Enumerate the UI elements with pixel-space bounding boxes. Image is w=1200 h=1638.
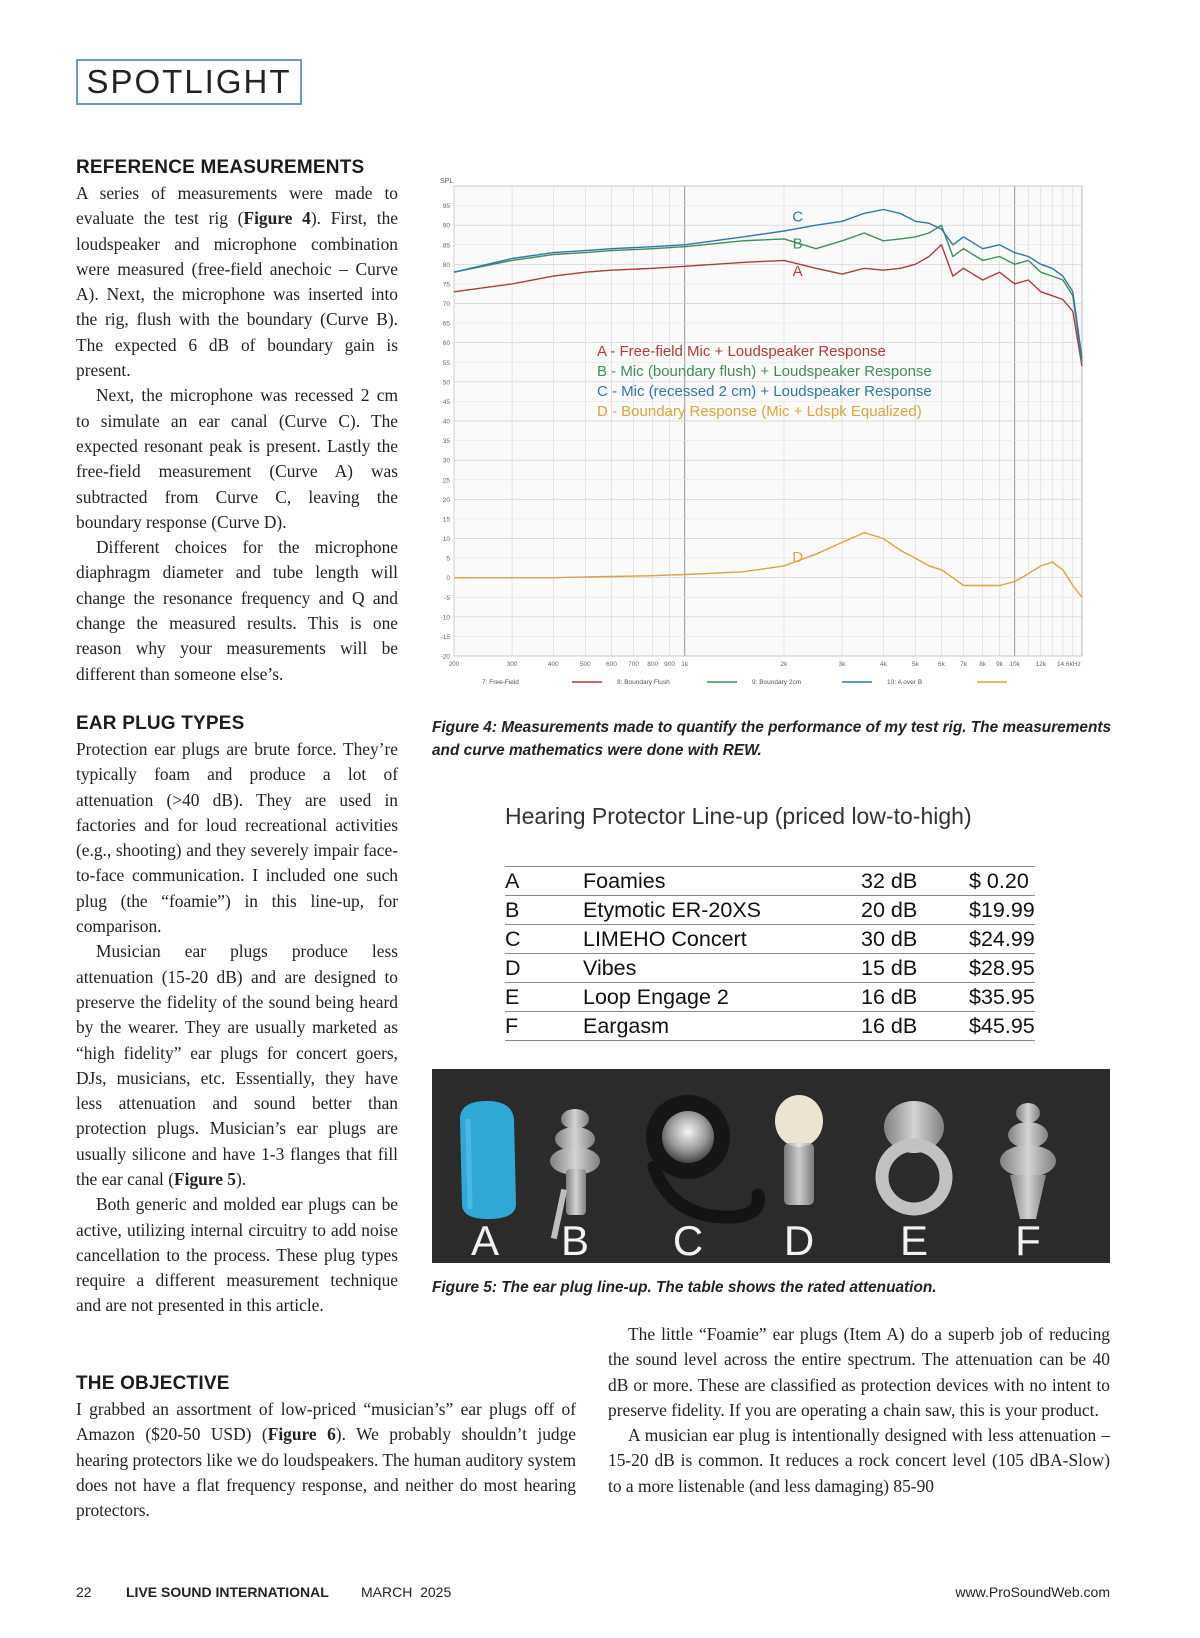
- vibes-plug: [775, 1095, 823, 1205]
- y-tick-label: -20: [440, 653, 450, 661]
- row-name: Etymotic ER-20XS: [583, 896, 861, 925]
- row-id: C: [505, 925, 583, 954]
- y-tick-label: 15: [442, 516, 450, 524]
- row-name: Vibes: [583, 954, 861, 983]
- table-row: [505, 1012, 1035, 1041]
- figure-4-link[interactable]: Figure 4: [243, 208, 311, 229]
- y-tick-label: 5: [446, 555, 450, 563]
- photo-label-c: C: [672, 1217, 704, 1263]
- y-tick-label: -5: [444, 594, 450, 602]
- ear-p2-text-b: ).: [236, 1168, 247, 1189]
- row-id: B: [505, 896, 583, 925]
- loop-plug: [882, 1101, 946, 1209]
- x-tick-label: 12k: [1035, 661, 1047, 668]
- x-tick-label: 300: [506, 661, 518, 668]
- y-tick-label: 60: [442, 340, 450, 348]
- bottom-legend-entry: 7: Free-Field: [482, 679, 519, 686]
- x-tick-label: 600: [606, 661, 617, 668]
- row-attenuation: 16 dB: [861, 1012, 969, 1041]
- objective-text-a: I grabbed an assortment of low-priced “musician’s” ear plugs off of Amazon ($20-50 USD) (: [76, 1399, 576, 1445]
- photo-label-f: F: [1015, 1217, 1041, 1263]
- right-paragraph-1: The little “Foamie” ear plugs (Item A) do a superb job of reducing the sound level across the entire spectrum. The attenuation can be 40 dB or more. These are classified as protection devices with no intent to preserve fidelity. If you are operating a chain saw, this is your product.: [608, 1324, 1110, 1420]
- y-tick-label: 90: [442, 222, 450, 230]
- ear-paragraph-1: Protection ear plugs are brute force. They’re typically foam and produce a lot of attenuation (>40 dB). They are used in factories and for loud recreational activities (e.g., shooting) and they severely impair face-to-face communication. I included one such plug (the “foamie”) in this line-up, for comparison.: [76, 738, 398, 937]
- ref-p1-text-b: ). First, the loudspeaker and microphone combination were measured (free-field anechoic – Curve A). Next, the microphone was inserted into the rig, flush with the boundary (Curve B). The expected 6 dB of boundary gain is present.: [76, 208, 398, 381]
- footer-page-number: 22: [76, 1584, 92, 1600]
- row-price: $45.95: [969, 1012, 1035, 1041]
- y-tick-label: 45: [442, 398, 450, 406]
- bottom-legend-entry: 9: Boundary 2cm: [752, 679, 802, 686]
- right-paragraph-2: A musician ear plug is intentionally designed with less attenuation – 15-20 dB is common. It reduces a rock concert level (105 dBA-Slow) to a more listenable (and less damaging) 85-90: [608, 1425, 1110, 1496]
- x-tick-label: 900: [664, 661, 675, 668]
- photo-label-b: B: [560, 1217, 590, 1263]
- legend-entry-c: C - Mic (recessed 2 cm) + Loudspeaker Response: [597, 383, 932, 400]
- ear-plug-illustration: [432, 1069, 1110, 1263]
- objective-text-b: ). We probably shouldn’t judge hearing protectors like we do loudspeakers. The human auditory system does not have a flat frequency response, and neither do most hearing protectors.: [76, 1424, 577, 1521]
- x-tick-label: 6k: [937, 661, 945, 668]
- y-tick-label: -10: [440, 614, 450, 622]
- table-row: [505, 983, 1035, 1012]
- ear-plug-types-heading: EAR PLUG TYPES: [76, 712, 245, 734]
- x-tick-label: 4k: [879, 661, 887, 668]
- bottom-legend-entry: 8: Boundary Flush: [617, 679, 670, 686]
- footer-publication: LIVE SOUND INTERNATIONAL: [126, 1584, 329, 1600]
- x-tick-label: 10k: [1009, 661, 1020, 668]
- row-price: $ 0.20: [969, 867, 1035, 896]
- y-tick-label: 70: [442, 301, 450, 308]
- row-attenuation: 32 dB: [861, 867, 969, 896]
- y-tick-label: 50: [442, 379, 450, 387]
- footer-url[interactable]: www.ProSoundWeb.com: [955, 1584, 1110, 1600]
- x-tick-label: 400: [547, 661, 559, 668]
- foamie-plug: [460, 1101, 516, 1219]
- hearing-protector-table: [505, 866, 1035, 1041]
- row-price: $35.95: [969, 983, 1035, 1012]
- y-tick-label: 95: [442, 203, 450, 211]
- figure-5-link[interactable]: Figure 5: [174, 1168, 236, 1189]
- limeho-plug: [646, 1095, 758, 1217]
- table-row: [505, 954, 1035, 983]
- figure-6-link[interactable]: Figure 6: [267, 1424, 336, 1445]
- row-name: Loop Engage 2: [583, 983, 861, 1012]
- row-price: $19.99: [969, 896, 1035, 925]
- y-tick-label: 25: [442, 477, 450, 485]
- ref-paragraph-2: Next, the microphone was recessed 2 cm to simulate an ear canal (Curve C). The expected resonant peak is present. Lastly the free-field measurement (Curve A) was subtracted from Curve C, leaving the boundary response (Curve D).: [76, 385, 398, 532]
- x-tick-label: 8k: [979, 661, 987, 668]
- objective-heading: THE OBJECTIVE: [76, 1373, 230, 1394]
- row-id: D: [505, 954, 583, 983]
- x-tick-label: 200: [448, 661, 460, 668]
- curve-label-c: C: [792, 208, 804, 226]
- ref-p1-text-a: A series of measurements were made to evaluate the test rig (: [76, 183, 398, 229]
- row-name: Foamies: [583, 867, 861, 896]
- x-tick-label: 5k: [911, 661, 919, 668]
- curve-label-b: B: [792, 235, 803, 253]
- bottom-legend-entry: 10: A over B: [887, 679, 923, 686]
- legend-entry-b: B - Mic (boundary flush) + Loudspeaker Response: [597, 363, 932, 380]
- row-attenuation: 15 dB: [861, 954, 969, 983]
- y-tick-label: 35: [442, 438, 450, 446]
- figure-4-caption: Figure 4: Measurements made to quantify the performance of my test rig. The measurements and curve mathematics were done with REW.: [432, 719, 1112, 759]
- x-tick-label: 1k: [681, 661, 689, 668]
- table-row: [505, 896, 1035, 925]
- x-tick-label: 2k: [780, 661, 788, 668]
- row-id: A: [505, 867, 583, 896]
- y-tick-label: 20: [442, 496, 450, 504]
- x-tick-label: 500: [579, 661, 591, 668]
- y-tick-label: 85: [442, 242, 450, 250]
- section-label: SPOTLIGHT: [76, 59, 302, 105]
- x-tick-label: 800: [647, 661, 659, 668]
- table-row: [505, 925, 1035, 954]
- ear-paragraph-3: Both generic and molded ear plugs can be active, utilizing internal circuitry to add noise cancellation to the process. These plug types require a different measurement technique and are not presented in this article.: [76, 1194, 398, 1316]
- row-name: LIMEHO Concert: [583, 925, 861, 954]
- legend-entry-a: A - Free-field Mic + Loudspeaker Response: [597, 343, 886, 360]
- y-tick-label: 10: [442, 536, 450, 543]
- y-tick-label: 40: [442, 418, 450, 426]
- reference-measurements-heading: REFERENCE MEASUREMENTS: [76, 157, 365, 178]
- row-price: $28.95: [969, 954, 1035, 983]
- figure-4-chart: [432, 172, 1110, 694]
- row-name: Eargasm: [583, 1012, 861, 1041]
- x-tick-labels: [449, 661, 1081, 668]
- ref-paragraph-3: Different choices for the microphone diaphragm diameter and tube length will change the resonance frequency and Q and change the measured results. This is one reason why your measurements will be different than someone else’s.: [76, 537, 398, 684]
- y-tick-label: 30: [442, 457, 450, 465]
- x-tick-label: 14.6kHz: [1056, 661, 1081, 668]
- photo-label-d: D: [783, 1217, 815, 1263]
- ref-paragraph-1: [76, 181, 398, 383]
- ear-paragraph-2: [76, 939, 398, 1192]
- y-tick-label: 75: [442, 281, 450, 289]
- objective-section: [76, 1373, 576, 1523]
- y-tick-label: 65: [442, 320, 450, 328]
- row-id: E: [505, 983, 583, 1012]
- row-id: F: [505, 1012, 583, 1041]
- curve-label-d: D: [792, 549, 804, 566]
- y-tick-label: 55: [442, 359, 450, 367]
- y-tick-label: -15: [440, 633, 450, 641]
- footer-date: MARCH 2025: [361, 1584, 452, 1600]
- x-tick-label: 3k: [838, 661, 846, 668]
- figure-5-caption: Figure 5: The ear plug line-up. The table shows the rated attenuation.: [432, 1279, 937, 1296]
- y-tick-labels: [441, 203, 451, 660]
- y-tick-label: 0: [446, 575, 450, 583]
- row-attenuation: 16 dB: [861, 983, 969, 1012]
- photo-label-a: A: [470, 1217, 500, 1263]
- objective-paragraph: [76, 1397, 576, 1523]
- x-tick-label: 7k: [960, 661, 967, 668]
- ear-p2-text-a: Musician ear plugs produce less attenuation (15-20 dB) and are designed to preserve the fidelity of the sound being heard by the wearer. They are usually marketed as “high fidelity” ear plugs for concert goers, DJs, musicians, etc. Essentially, they have less attenuation and sound better than protection plugs. Musician’s ear plugs are usually silicone and have 1-3 flanges that fill the ear canal (: [76, 941, 398, 1189]
- y-tick-label: 80: [442, 261, 450, 269]
- right-column: [608, 1322, 1110, 1499]
- chart-bottom-legend: [482, 679, 1007, 686]
- row-price: $24.99: [969, 925, 1035, 954]
- photo-label-e: E: [899, 1217, 929, 1263]
- row-attenuation: 30 dB: [861, 925, 969, 954]
- x-tick-label: 700: [628, 661, 639, 668]
- table-title: Hearing Protector Line-up (priced low-to-high): [505, 803, 972, 829]
- x-tick-label: 9k: [996, 661, 1003, 668]
- ear-plug-photo: [432, 1069, 1110, 1263]
- eargasm-plug: [1000, 1103, 1056, 1219]
- row-attenuation: 20 dB: [861, 896, 969, 925]
- legend-entry-d: D - Boundary Response (Mic + Ldspk Equalized): [597, 403, 922, 420]
- curve-label-a: A: [792, 263, 803, 281]
- left-column: [76, 157, 398, 1319]
- y-axis-label: SPL: [440, 178, 454, 185]
- table-row: [505, 867, 1035, 896]
